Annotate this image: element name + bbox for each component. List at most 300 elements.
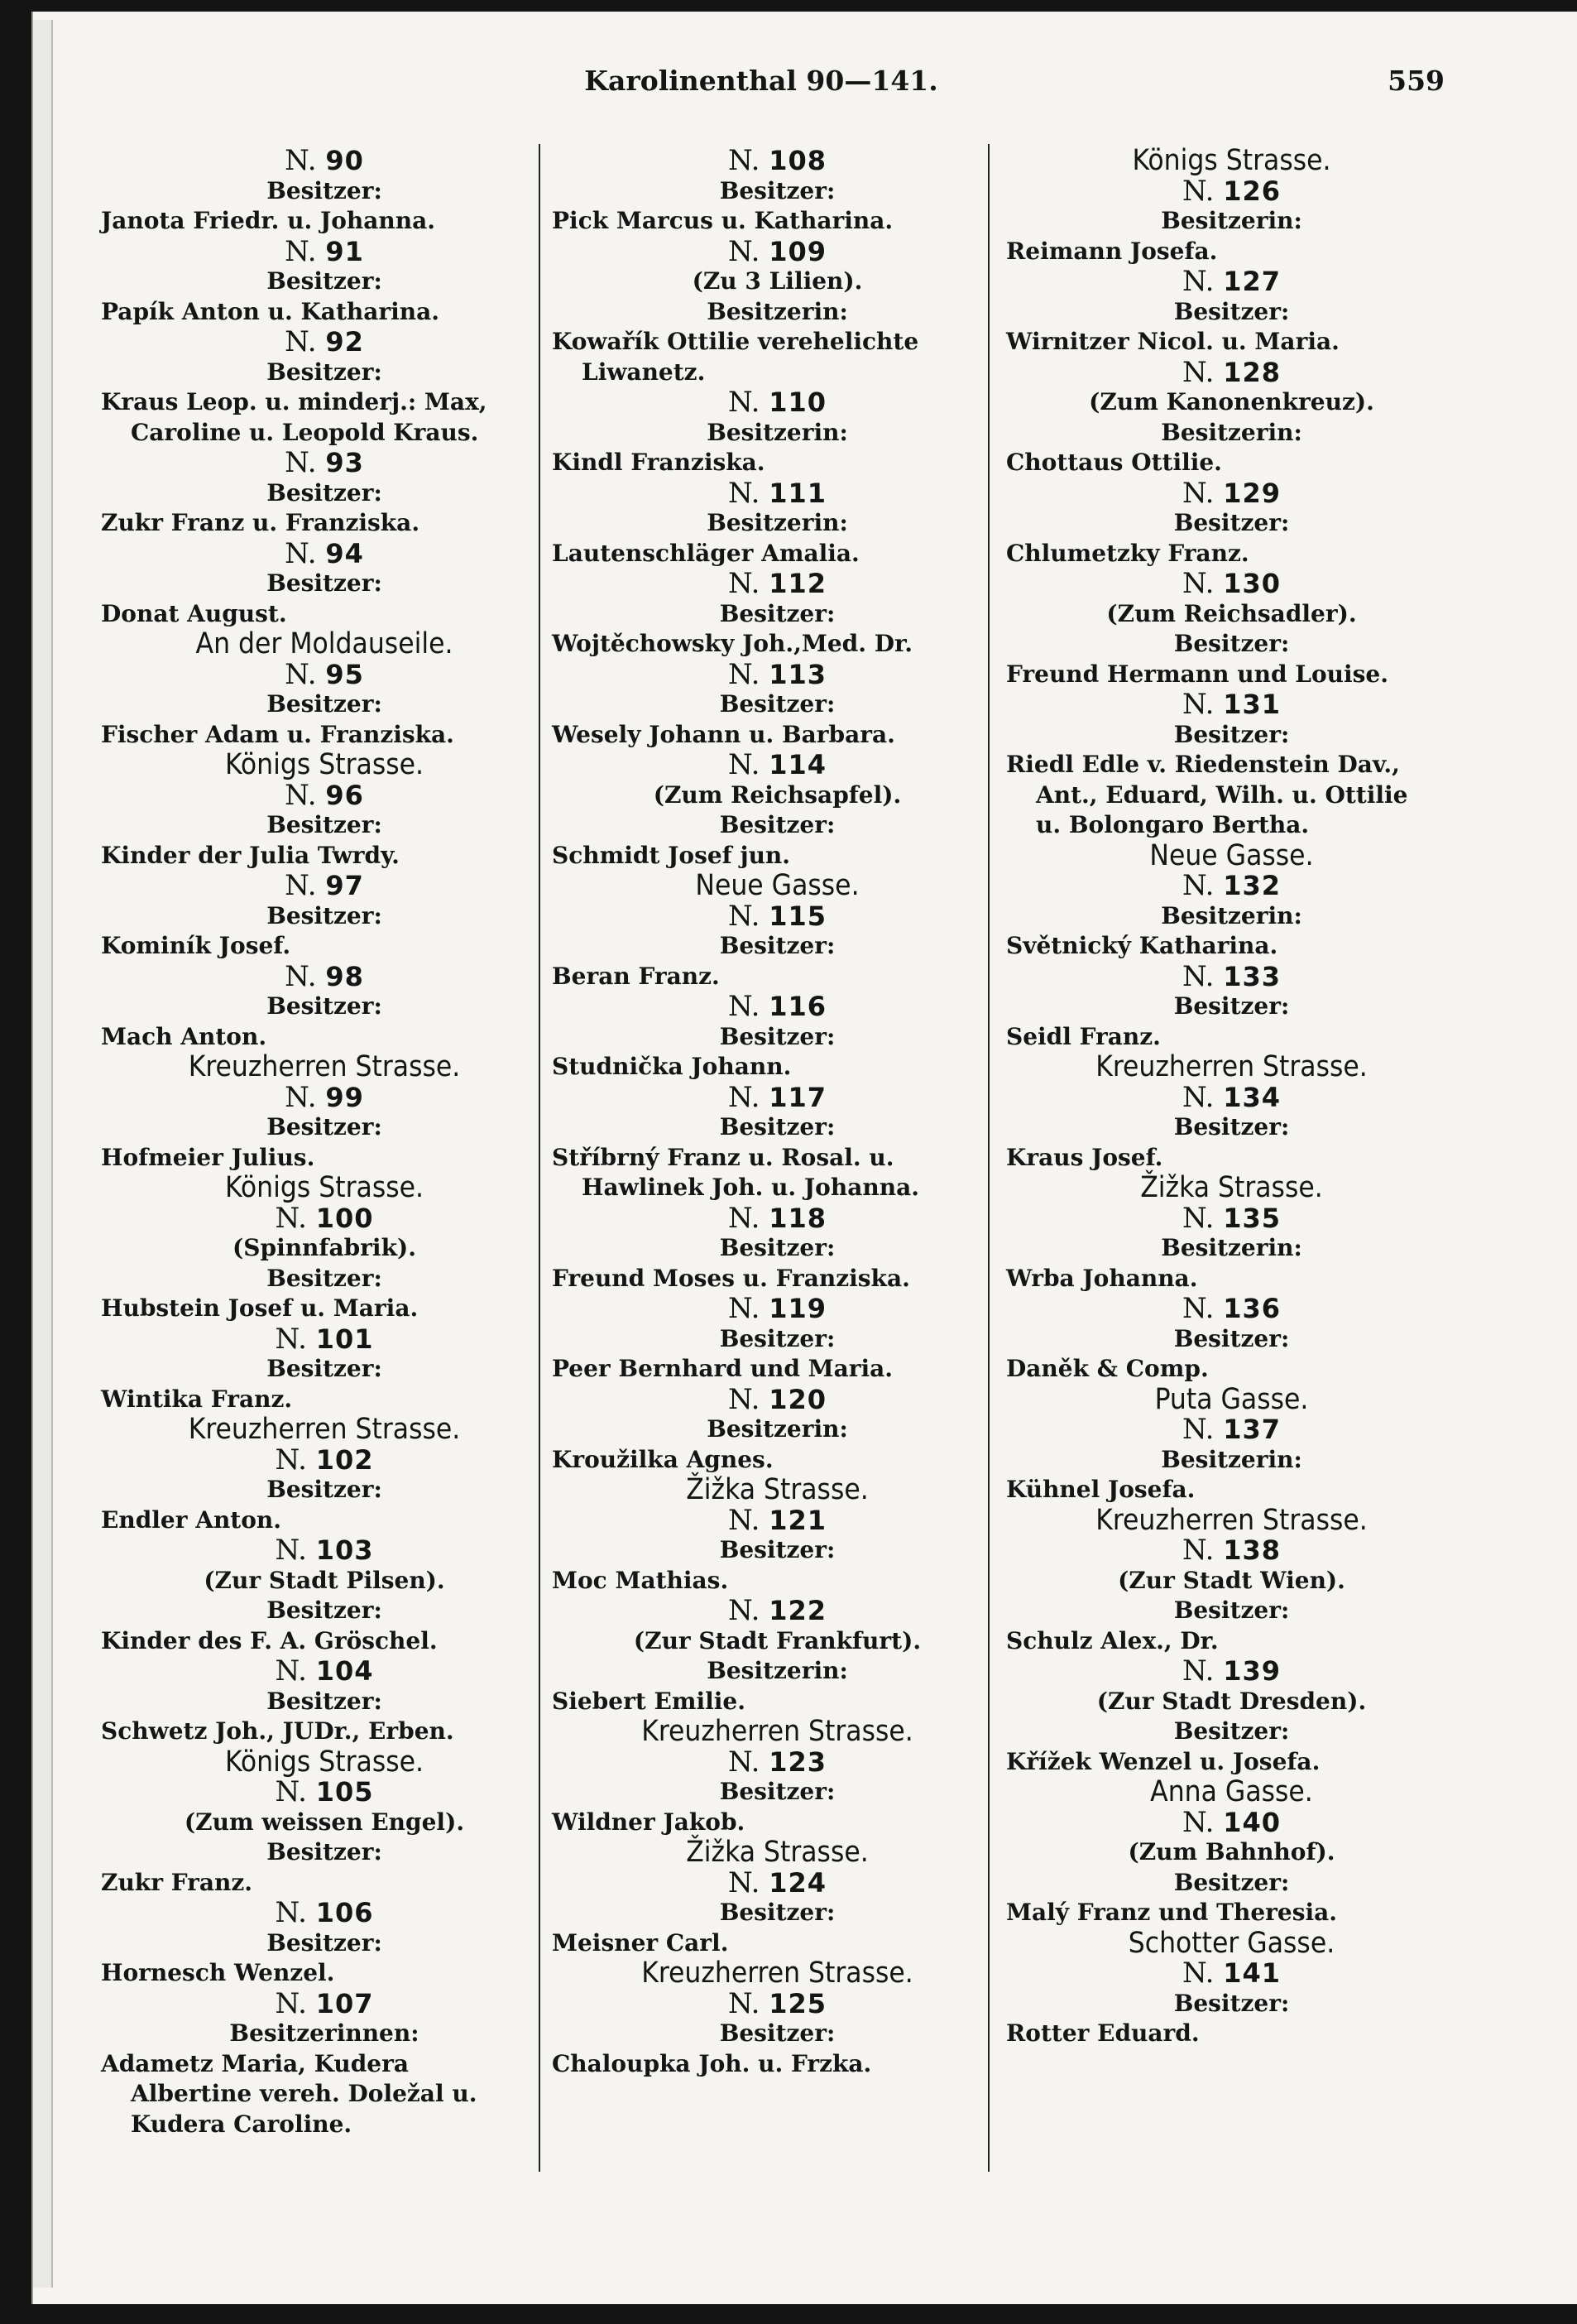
owner-name: Zukr Franz u. Franziska. — [101, 509, 420, 536]
number-prefix: N. — [1182, 355, 1215, 389]
owner-label: Besitzer: — [719, 1022, 836, 1050]
number-prefix: N. — [728, 1292, 760, 1325]
house-number — [552, 1865, 1003, 1899]
number-value: 103 — [315, 1534, 374, 1566]
house-number — [101, 1203, 548, 1234]
owner-name: Siebert Emilie. — [552, 1687, 745, 1715]
page-title: Karolinenthal 90—141. — [584, 65, 938, 97]
house-number — [552, 1596, 1003, 1626]
number-prefix: N. — [728, 1382, 760, 1416]
number-value: 135 — [1223, 1202, 1281, 1234]
owner-name: Chaloupka Joh. u. Frzka. — [552, 2049, 872, 2077]
owner-name: Chottaus Ottilie. — [1006, 449, 1222, 476]
house-number — [101, 1535, 548, 1566]
owner-label: Besitzer: — [1173, 1113, 1290, 1140]
street-heading: Puta Gasse. — [1154, 1382, 1309, 1416]
owner-name: Hofmeier Julius. — [101, 1143, 315, 1171]
house-name: (Zur Stadt Pilsen). — [204, 1566, 445, 1594]
owner-name: Hubstein Josef u. Maria. — [101, 1294, 419, 1322]
street-heading: Žižka Strasse. — [1140, 1171, 1323, 1204]
number-value: 114 — [769, 749, 827, 780]
owner-name: Malý Franz und Theresia. — [1006, 1899, 1337, 1926]
owner-name: Studnička Johann. — [552, 1053, 792, 1080]
number-prefix: N. — [285, 869, 317, 902]
house-number — [552, 1080, 1003, 1114]
number-value: 98 — [325, 960, 364, 992]
number-value: 121 — [769, 1504, 827, 1536]
owner-label: Besitzerinnen: — [229, 2019, 419, 2047]
number-value: 141 — [1223, 1957, 1281, 1989]
number-value: 110 — [769, 387, 827, 418]
number-prefix: N. — [728, 567, 760, 600]
owner-name: Freund Moses u. Franziska. — [552, 1264, 910, 1292]
number-value: 100 — [315, 1202, 374, 1234]
owner-label: Besitzerin: — [707, 1657, 848, 1684]
street-heading: Königs Strasse. — [224, 1171, 424, 1204]
owner-name: Rotter Eduard. — [1006, 2019, 1200, 2047]
owner-label: Besitzer: — [266, 1687, 382, 1715]
owner-label: Besitzer: — [266, 1838, 382, 1865]
number-value: 126 — [1223, 175, 1281, 207]
owner-label: Besitzer: — [1173, 1989, 1290, 2017]
house-number — [101, 657, 548, 691]
number-value: 120 — [769, 1383, 827, 1415]
house-number — [552, 901, 1003, 932]
house-number — [1006, 266, 1457, 297]
owner-name: Schmidt Josef jun. — [552, 841, 791, 869]
owner-label: Besitzerin: — [1161, 207, 1302, 234]
house-number — [1006, 1535, 1457, 1566]
house-number — [552, 387, 1003, 418]
house-number — [552, 234, 1003, 268]
street-heading: Anna Gasse. — [1150, 1775, 1313, 1808]
number-value: 96 — [325, 779, 364, 811]
owner-label: Besitzerin: — [1161, 1234, 1302, 1261]
owner-label: Besitzer: — [719, 176, 836, 204]
house-number — [552, 478, 1003, 509]
number-value: 101 — [315, 1323, 374, 1355]
column-3 — [1006, 146, 1457, 2049]
number-prefix: N. — [728, 1865, 760, 1899]
house-number — [1006, 959, 1457, 993]
house-number — [1006, 1203, 1457, 1234]
number-value: 117 — [769, 1081, 827, 1113]
number-value: 91 — [325, 235, 364, 267]
number-prefix: N. — [728, 1745, 760, 1779]
street-heading: Žižka Strasse. — [686, 1836, 869, 1869]
number-prefix: N. — [1182, 265, 1215, 298]
number-value: 90 — [325, 145, 364, 176]
owner-name: Kraus Josef. — [1006, 1143, 1163, 1171]
house-number — [101, 146, 548, 176]
number-value: 127 — [1223, 266, 1281, 297]
number-prefix: N. — [1182, 1201, 1215, 1235]
number-value: 130 — [1223, 568, 1281, 599]
owner-name: Papík Anton u. Katharina. — [101, 297, 440, 325]
owner-name: Fischer Adam u. Franziska. — [101, 720, 454, 748]
house-number — [552, 1505, 1003, 1536]
house-number — [1006, 1414, 1457, 1445]
number-prefix: N. — [728, 1201, 760, 1235]
house-number — [1006, 689, 1457, 720]
owner-name: Wojtěchowsky Joh.,Med. Dr. — [552, 630, 913, 657]
house-name: (Spinnfabrik). — [232, 1234, 416, 1261]
street-heading: Kreuzherren Strasse. — [641, 1957, 913, 1990]
number-value: 118 — [769, 1202, 827, 1234]
number-prefix: N. — [728, 1594, 760, 1627]
house-number — [101, 1445, 548, 1476]
house-number — [101, 448, 548, 478]
owner-label: Besitzer: — [266, 1928, 382, 1957]
owner-label: Besitzerin: — [707, 509, 848, 536]
number-prefix: N. — [728, 476, 760, 510]
facing-page-edge — [33, 20, 53, 2288]
number-prefix: N. — [285, 778, 317, 812]
number-value: 139 — [1223, 1655, 1281, 1687]
number-value: 129 — [1223, 477, 1281, 509]
owner-label: Besitzer: — [1173, 630, 1290, 657]
house-number — [101, 959, 548, 993]
owner-name-continued: Liwanetz. — [582, 358, 706, 386]
owner-name: Riedl Edle v. Riedenstein Dav., — [1006, 751, 1400, 778]
house-name: (Zur Stadt Frankfurt). — [633, 1626, 922, 1654]
owner-label: Besitzer: — [1173, 1597, 1290, 1624]
owner-label: Besitzer: — [1173, 992, 1290, 1020]
number-value: 102 — [315, 1443, 374, 1476]
number-prefix: N. — [275, 1896, 307, 1929]
number-value: 104 — [315, 1655, 374, 1687]
house-number — [552, 750, 1003, 780]
owner-label: Besitzerin: — [1161, 418, 1302, 446]
owner-name: Janota Friedr. u. Johanna. — [101, 207, 435, 234]
column-1 — [101, 146, 548, 2139]
owner-name: Donat August. — [101, 599, 287, 627]
owner-name: Kominík Josef. — [101, 932, 291, 959]
number-prefix: N. — [1182, 959, 1215, 993]
owner-name: Kühnel Josefa. — [1006, 1476, 1196, 1503]
street-heading: Kreuzherren Strasse. — [1095, 1050, 1368, 1083]
house-number — [101, 780, 548, 811]
owner-name: Chlumetzky Franz. — [1006, 539, 1249, 567]
number-value: 122 — [769, 1595, 827, 1626]
house-number — [1006, 1805, 1457, 1839]
house-name: (Zum Kanonenkreuz). — [1089, 388, 1374, 415]
owner-name: Kowařík Ottilie verehelichte — [552, 328, 919, 355]
owner-label: Besitzer: — [1173, 297, 1290, 325]
owner-name: Stříbrný Franz u. Rosal. u. — [552, 1143, 894, 1171]
owner-name: Daněk & Comp. — [1006, 1355, 1209, 1382]
owner-label: Besitzer: — [266, 992, 382, 1020]
number-prefix: N. — [1182, 567, 1215, 600]
number-prefix: N. — [728, 657, 760, 691]
owner-name: Peer Bernhard und Maria. — [552, 1355, 894, 1382]
owner-label: Besitzer: — [266, 1355, 382, 1382]
house-name: (Zum Reichsadler). — [1106, 599, 1357, 627]
number-value: 137 — [1223, 1414, 1281, 1445]
owner-label: Besitzer: — [719, 1234, 836, 1261]
house-number — [552, 657, 1003, 691]
owner-name-continued: Kudera Caroline. — [131, 2110, 352, 2138]
number-value: 106 — [315, 1897, 374, 1928]
number-prefix: N. — [275, 1534, 307, 1567]
number-prefix: N. — [1182, 688, 1215, 721]
owner-name: Křížek Wenzel u. Josefa. — [1006, 1747, 1321, 1775]
house-number — [101, 1986, 548, 2020]
number-value: 95 — [325, 658, 364, 690]
owner-name: Světnický Katharina. — [1006, 932, 1278, 959]
running-head — [33, 65, 1577, 114]
number-prefix: N. — [275, 1322, 307, 1356]
number-value: 113 — [769, 658, 827, 690]
number-prefix: N. — [1182, 1413, 1215, 1446]
house-number — [1006, 176, 1457, 207]
number-value: 111 — [769, 477, 827, 509]
house-number — [1006, 1080, 1457, 1114]
owner-label: Besitzer: — [266, 478, 382, 507]
house-name: (Zu 3 Lilien). — [692, 267, 863, 295]
number-prefix: N. — [275, 1775, 307, 1808]
number-value: 125 — [769, 1987, 827, 2019]
number-value: 115 — [769, 900, 827, 932]
street-heading: Königs Strasse. — [224, 748, 424, 781]
owner-name: Seidl Franz. — [1006, 1022, 1161, 1050]
number-prefix: N. — [728, 234, 760, 268]
owner-name: Beran Franz. — [552, 962, 720, 990]
number-prefix: N. — [275, 1654, 307, 1688]
number-prefix: N. — [1182, 174, 1215, 208]
owner-label: Besitzer: — [719, 690, 836, 718]
owner-label: Besitzer: — [719, 1899, 836, 1926]
owner-name: Hornesch Wenzel. — [101, 1959, 335, 1986]
owner-name: Wirnitzer Nicol. u. Maria. — [1006, 328, 1340, 355]
owner-label: Besitzer: — [266, 267, 382, 295]
house-number — [1006, 569, 1457, 599]
owner-label: Besitzer: — [1173, 1717, 1290, 1745]
owner-name: Pick Marcus u. Katharina. — [552, 207, 894, 234]
number-value: 132 — [1223, 870, 1281, 901]
number-value: 123 — [769, 1745, 827, 1778]
house-name: (Zum weissen Engel). — [184, 1808, 465, 1836]
street-heading: Königs Strasse. — [1132, 144, 1331, 177]
house-number — [101, 327, 548, 358]
owner-name-continued: Hawlinek Joh. u. Johanna. — [582, 1174, 919, 1201]
number-prefix: N. — [275, 1986, 307, 2020]
owner-label: Besitzerin: — [707, 1415, 848, 1443]
number-prefix: N. — [1182, 1292, 1215, 1325]
house-number — [1006, 1294, 1457, 1324]
number-prefix: N. — [285, 959, 317, 993]
number-prefix: N. — [1182, 1957, 1215, 1990]
number-value: 140 — [1223, 1806, 1281, 1838]
owner-name: Kraus Leop. u. minderj.: Max, — [101, 388, 487, 415]
number-value: 94 — [325, 537, 364, 569]
number-value: 128 — [1223, 356, 1281, 388]
house-number — [552, 146, 1003, 176]
number-value: 116 — [769, 991, 827, 1022]
owner-name-continued: Ant., Eduard, Wilh. u. Ottilie — [1036, 780, 1408, 809]
page-number: 559 — [1388, 65, 1445, 97]
street-heading: Kreuzherren Strasse. — [188, 1050, 461, 1083]
number-value: 124 — [769, 1866, 827, 1899]
owner-label: Besitzerin: — [707, 418, 848, 446]
house-number — [552, 992, 1003, 1022]
owner-label: Besitzer: — [266, 176, 382, 204]
owner-name: Schwetz Joh., JUDr., Erben. — [101, 1717, 454, 1745]
owner-name: Mach Anton. — [101, 1022, 267, 1050]
street-heading: Neue Gasse. — [695, 869, 860, 902]
number-prefix: N. — [1182, 1080, 1215, 1114]
number-value: 108 — [769, 145, 827, 176]
house-number — [101, 1777, 548, 1808]
owner-name: Kinder des F. A. Gröschel. — [101, 1626, 438, 1654]
house-number — [101, 1656, 548, 1687]
owner-label: Besitzer: — [266, 1113, 382, 1140]
owner-label: Besitzer: — [719, 811, 836, 838]
street-heading: Neue Gasse. — [1149, 838, 1314, 872]
number-value: 99 — [325, 1081, 364, 1113]
number-prefix: N. — [728, 748, 760, 781]
house-number — [1006, 1656, 1457, 1687]
number-value: 92 — [325, 326, 364, 358]
street-heading: Königs Strasse. — [224, 1745, 424, 1779]
house-number — [552, 1986, 1003, 2020]
number-value: 93 — [325, 447, 364, 478]
column-2 — [552, 146, 1003, 2079]
number-value: 97 — [325, 870, 364, 901]
owner-label: Besitzer: — [266, 1264, 382, 1292]
house-number — [1006, 355, 1457, 389]
house-number — [1006, 871, 1457, 901]
house-number — [552, 1203, 1003, 1234]
owner-name: Schulz Alex., Dr. — [1006, 1626, 1219, 1654]
owner-label: Besitzer: — [1173, 1324, 1290, 1352]
house-number — [552, 569, 1003, 599]
house-name: (Zum Reichsapfel). — [653, 780, 902, 809]
street-heading: Žižka Strasse. — [686, 1473, 869, 1506]
owner-label: Besitzer: — [719, 1324, 836, 1352]
owner-name-continued: u. Bolongaro Bertha. — [1036, 811, 1310, 838]
number-value: 136 — [1223, 1293, 1281, 1324]
owner-label: Besitzer: — [266, 1597, 382, 1624]
house-number — [101, 1080, 548, 1114]
owner-label: Besitzer: — [266, 1476, 382, 1503]
number-value: 112 — [769, 568, 827, 599]
house-name: (Zum Bahnhof). — [1128, 1838, 1335, 1865]
number-value: 107 — [315, 1987, 374, 2019]
owner-name: Zukr Franz. — [101, 1868, 252, 1896]
owner-label: Besitzer: — [266, 811, 382, 838]
house-number — [1006, 1958, 1457, 1989]
owner-name: Wrba Johanna. — [1006, 1264, 1198, 1292]
number-prefix: N. — [728, 990, 760, 1023]
number-prefix: N. — [285, 1080, 317, 1114]
number-value: 109 — [769, 235, 827, 267]
owner-label: Besitzer: — [719, 2019, 836, 2047]
number-prefix: N. — [275, 1201, 307, 1235]
owner-label: Besitzer: — [1173, 720, 1290, 748]
street-heading: An der Moldauseile. — [195, 627, 453, 660]
number-prefix: N. — [728, 1986, 760, 2020]
owner-name: Wintika Franz. — [101, 1385, 293, 1413]
number-value: 138 — [1223, 1534, 1281, 1566]
owner-label: Besitzer: — [1173, 1868, 1290, 1896]
number-prefix: N. — [285, 325, 317, 358]
owner-label: Besitzer: — [719, 1536, 836, 1563]
house-number — [101, 1324, 548, 1355]
owner-name-continued: Caroline u. Leopold Kraus. — [131, 418, 479, 446]
number-prefix: N. — [285, 657, 317, 691]
owner-label: Besitzer: — [266, 569, 382, 597]
owner-name: Wildner Jakob. — [552, 1808, 745, 1836]
owner-label: Besitzer: — [266, 690, 382, 718]
number-prefix: N. — [285, 446, 317, 479]
owner-label: Besitzerin: — [1161, 901, 1302, 929]
street-heading: Kreuzherren Strasse. — [641, 1715, 913, 1748]
number-value: 105 — [315, 1776, 374, 1808]
owner-label: Besitzer: — [719, 932, 836, 959]
number-prefix: N. — [285, 144, 317, 177]
number-prefix: N. — [1182, 1654, 1215, 1688]
house-number — [552, 1382, 1003, 1416]
number-prefix: N. — [285, 536, 317, 570]
house-number — [552, 1747, 1003, 1778]
owner-name: Meisner Carl. — [552, 1928, 729, 1957]
street-heading: Schotter Gasse. — [1128, 1926, 1335, 1960]
owner-label: Besitzer: — [266, 901, 382, 929]
owner-label: Besitzer: — [719, 599, 836, 627]
number-value: 131 — [1223, 689, 1281, 720]
number-prefix: N. — [728, 1503, 760, 1537]
owner-name: Adametz Maria, Kudera — [101, 2049, 409, 2077]
number-prefix: N. — [285, 234, 317, 268]
owner-name-continued: Albertine vereh. Doležal u. — [131, 2080, 477, 2107]
number-prefix: N. — [1182, 476, 1215, 510]
house-number — [552, 1294, 1003, 1324]
number-prefix: N. — [728, 899, 760, 933]
house-number — [1006, 478, 1457, 509]
owner-label: Besitzer: — [266, 358, 382, 386]
owner-label: Besitzer: — [719, 1778, 836, 1805]
house-name: (Zur Stadt Wien). — [1118, 1566, 1345, 1594]
number-prefix: N. — [728, 1080, 760, 1114]
scanned-page — [31, 12, 1577, 2304]
street-heading: Kreuzherren Strasse. — [188, 1413, 461, 1446]
house-number — [101, 536, 548, 570]
number-value: 134 — [1223, 1081, 1281, 1113]
owner-name: Freund Hermann und Louise. — [1006, 660, 1388, 688]
number-prefix: N. — [728, 144, 760, 177]
owner-name: Kinder der Julia Twrdy. — [101, 841, 400, 869]
number-prefix: N. — [1182, 1534, 1215, 1567]
owner-label: Besitzerin: — [707, 297, 848, 325]
number-value: 133 — [1223, 960, 1281, 992]
number-prefix: N. — [728, 386, 760, 419]
owner-label: Besitzer: — [719, 1113, 836, 1140]
number-prefix: N. — [1182, 869, 1215, 902]
owner-label: Besitzer: — [1173, 509, 1290, 536]
owner-name: Kroužilka Agnes. — [552, 1445, 774, 1473]
street-heading: Kreuzherren Strasse. — [1095, 1503, 1368, 1537]
house-number — [101, 1898, 548, 1928]
number-value: 119 — [769, 1293, 827, 1324]
owner-name: Lautenschläger Amalia. — [552, 539, 860, 567]
owner-name: Endler Anton. — [101, 1505, 282, 1534]
house-number — [101, 234, 548, 268]
owner-name: Wesely Johann u. Barbara. — [552, 720, 895, 748]
owner-name: Reimann Josefa. — [1006, 237, 1218, 265]
house-name: (Zur Stadt Dresden). — [1096, 1687, 1367, 1715]
owner-name: Kindl Franziska. — [552, 449, 765, 476]
